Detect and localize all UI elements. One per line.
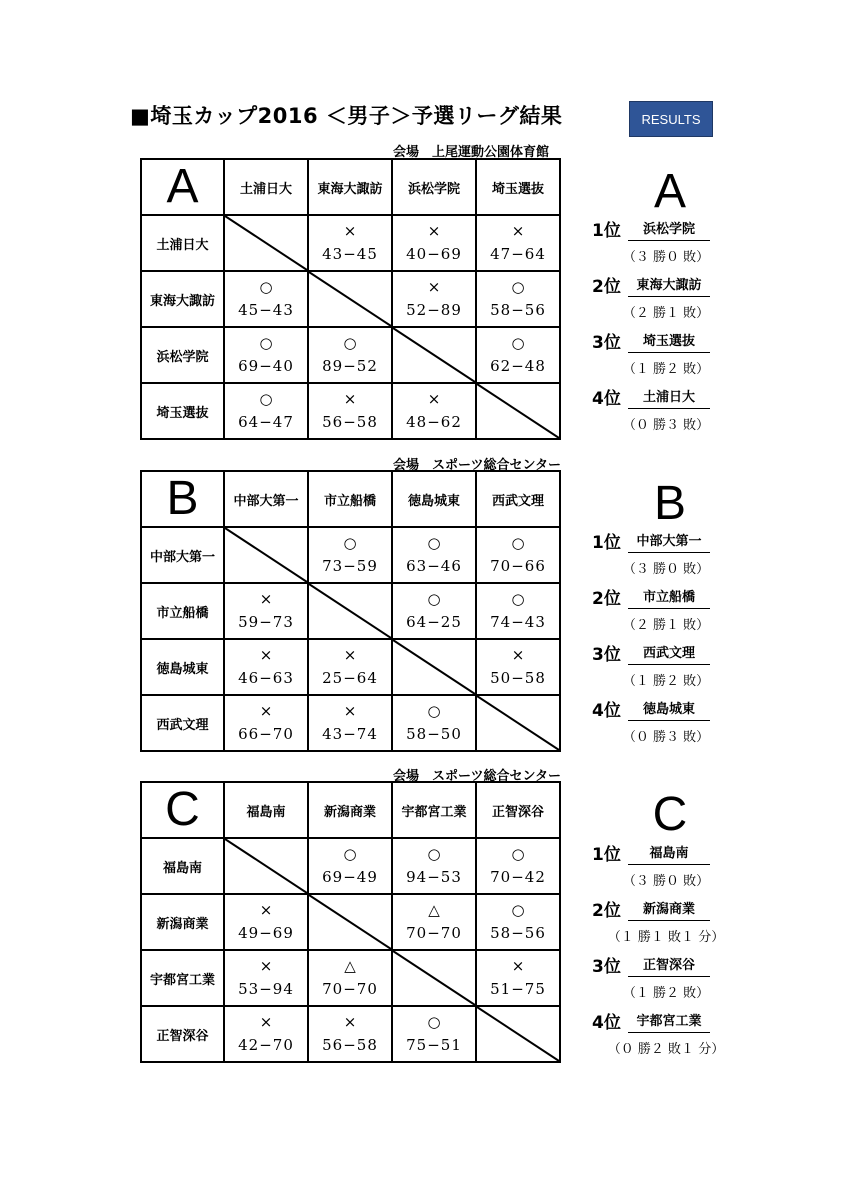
result-mark: × [511,222,525,240]
result-mark: ○ [259,390,273,408]
diagonal-line [309,584,391,638]
column-header-team: 浜松学院 [392,159,476,215]
result-mark: × [343,646,357,664]
row-header-team: 埼玉選抜 [141,383,224,439]
score-text: 64−25 [406,613,462,631]
score-text: 53−94 [238,980,294,998]
result-mark: × [343,390,357,408]
self-match-cell [308,271,392,327]
diagonal-line [309,272,391,326]
match-result-cell [476,639,560,695]
column-header-team: 東海大諏訪 [308,159,392,215]
standing-item [592,840,732,896]
score-text: 69−49 [322,868,378,886]
diagonal-line [477,696,559,750]
table-row [141,583,560,639]
header-row [141,159,560,215]
standing-record: （３ 勝０ 敗） [622,562,710,577]
result-mark: × [343,222,357,240]
standing-position: 1位 [592,221,621,241]
score-text: 70−70 [322,980,378,998]
self-match-cell [224,527,308,583]
standing-team: 埼玉選抜 [628,330,710,353]
match-result-cell [476,327,560,383]
self-match-cell [476,1006,560,1062]
diagonal-line [477,384,559,438]
score-text: 52−89 [406,301,462,319]
self-match-cell [224,215,308,271]
header-row [141,782,560,838]
header-row [141,471,560,527]
group-a-side-letter: A [653,165,686,218]
match-result-cell [308,1006,392,1062]
results-button[interactable]: RESULTS [629,101,713,137]
group-c-corner-letter: C [141,782,224,838]
score-text: 73−59 [322,557,378,575]
row-header-team: 西武文理 [141,695,224,751]
match-result-cell [476,583,560,639]
standing-team: 福島南 [628,842,710,865]
result-mark: ○ [511,590,525,608]
diagonal-line [225,839,307,893]
row-header-team: 浜松学院 [141,327,224,383]
column-header-team: 福島南 [224,782,308,838]
standing-record: （３ 勝０ 敗） [622,250,710,265]
match-result-cell [308,383,392,439]
result-mark: × [427,222,441,240]
score-text: 74−43 [490,613,546,631]
match-result-cell [224,327,308,383]
match-result-cell [392,583,476,639]
standing-position: 3位 [592,957,621,977]
self-match-cell [392,639,476,695]
match-result-cell [392,695,476,751]
standing-position: 2位 [592,589,621,609]
column-header-team: 正智深谷 [476,782,560,838]
result-mark: × [259,957,273,975]
score-text: 66−70 [238,725,294,743]
match-result-cell [392,838,476,894]
standing-item [592,952,732,1008]
standing-record: （３ 勝０ 敗） [622,874,710,889]
standing-team: 新潟商業 [628,898,710,921]
result-mark: △ [428,901,440,919]
diagonal-line [393,640,475,694]
match-result-cell [224,271,308,327]
score-text: 25−64 [322,669,378,687]
match-result-cell [308,950,392,1006]
row-header-team: 東海大諏訪 [141,271,224,327]
standing-position: 4位 [592,701,621,721]
result-mark: ○ [343,334,357,352]
match-result-cell [392,894,476,950]
result-mark: × [427,390,441,408]
standing-position: 1位 [592,533,621,553]
result-mark: × [259,1013,273,1031]
group-a-venue: 会場 上尾運動公園体育館 [393,145,550,160]
score-text: 40−69 [406,245,462,263]
result-mark: ○ [511,845,525,863]
standing-team: 正智深谷 [628,954,710,977]
standing-item [592,1008,732,1064]
table-row [141,383,560,439]
match-result-cell [476,838,560,894]
standing-record: （２ 勝１ 敗） [622,306,710,321]
row-header-team: 中部大第一 [141,527,224,583]
result-mark: ○ [511,278,525,296]
match-result-cell [224,950,308,1006]
group-c-venue: 会場 スポーツ総合センター [393,769,561,784]
match-result-cell [224,583,308,639]
score-text: 58−50 [406,725,462,743]
row-header-team: 徳島城東 [141,639,224,695]
match-result-cell [476,215,560,271]
table-row [141,527,560,583]
page-title: ■埼玉カップ2016 ＜男子＞予選リーグ結果 [130,104,563,128]
match-result-cell [224,894,308,950]
match-result-cell [308,527,392,583]
group-a-results-table [140,158,561,440]
score-text: 43−45 [322,245,378,263]
self-match-cell [476,695,560,751]
score-text: 58−56 [490,301,546,319]
score-text: 47−64 [490,245,546,263]
score-text: 70−70 [406,924,462,942]
self-match-cell [392,327,476,383]
self-match-cell [392,950,476,1006]
column-header-team: 新潟商業 [308,782,392,838]
result-mark: ○ [511,901,525,919]
table-row [141,950,560,1006]
result-mark: ○ [343,845,357,863]
result-mark: △ [344,957,356,975]
result-mark: × [259,646,273,664]
standing-item [592,896,732,952]
diagonal-line [393,951,475,1005]
standing-team: 市立船橋 [628,586,710,609]
diagonal-line [393,328,475,382]
result-mark: ○ [427,845,441,863]
score-text: 51−75 [490,980,546,998]
standing-record: （０ 勝２ 敗１ 分） [607,1042,725,1057]
match-result-cell [308,215,392,271]
standing-team: 浜松学院 [628,218,710,241]
match-result-cell [392,383,476,439]
group-b-results-table [140,470,561,752]
table-row [141,327,560,383]
standing-item [592,216,732,272]
score-text: 43−74 [322,725,378,743]
group-b-corner-letter: B [141,471,224,527]
column-header-team: 土浦日大 [224,159,308,215]
score-text: 69−40 [238,357,294,375]
standing-team: 土浦日大 [628,386,710,409]
standing-record: （２ 勝１ 敗） [622,618,710,633]
result-mark: ○ [427,590,441,608]
result-mark: ○ [427,702,441,720]
score-text: 48−62 [406,413,462,431]
score-text: 56−58 [322,1036,378,1054]
row-header-team: 正智深谷 [141,1006,224,1062]
match-result-cell [392,271,476,327]
result-mark: × [259,702,273,720]
score-text: 45−43 [238,301,294,319]
score-text: 70−42 [490,868,546,886]
group-a-corner-letter: A [141,159,224,215]
standing-team: 中部大第一 [628,530,710,553]
standing-item [592,328,732,384]
result-mark: ○ [259,334,273,352]
diagonal-line [309,895,391,949]
score-text: 62−48 [490,357,546,375]
standing-position: 1位 [592,845,621,865]
score-text: 70−66 [490,557,546,575]
result-mark: × [259,590,273,608]
diagonal-line [477,1007,559,1061]
score-text: 46−63 [238,669,294,687]
score-text: 58−56 [490,924,546,942]
match-result-cell [392,527,476,583]
result-mark: × [259,901,273,919]
standing-record: （１ 勝１ 敗１ 分） [607,930,725,945]
standing-item [592,584,732,640]
column-header-team: 埼玉選抜 [476,159,560,215]
row-header-team: 福島南 [141,838,224,894]
match-result-cell [308,639,392,695]
score-text: 56−58 [322,413,378,431]
self-match-cell [308,894,392,950]
match-result-cell [224,383,308,439]
match-result-cell [476,271,560,327]
result-mark: ○ [511,534,525,552]
standing-record: （１ 勝２ 敗） [622,362,710,377]
score-text: 49−69 [238,924,294,942]
standing-record: （１ 勝２ 敗） [622,674,710,689]
score-text: 89−52 [322,357,378,375]
column-header-team: 市立船橋 [308,471,392,527]
standing-item [592,528,732,584]
column-header-team: 西武文理 [476,471,560,527]
row-header-team: 宇都宮工業 [141,950,224,1006]
standing-team: 徳島城東 [628,698,710,721]
table-row [141,215,560,271]
self-match-cell [308,583,392,639]
standing-team: 西武文理 [628,642,710,665]
match-result-cell [476,950,560,1006]
standing-record: （０ 勝３ 敗） [622,730,710,745]
score-text: 50−58 [490,669,546,687]
table-row [141,271,560,327]
result-mark: ○ [427,1013,441,1031]
result-mark: × [511,646,525,664]
match-result-cell [224,1006,308,1062]
standing-record: （０ 勝３ 敗） [622,418,710,433]
match-result-cell [308,695,392,751]
self-match-cell [224,838,308,894]
standing-position: 2位 [592,901,621,921]
column-header-team: 宇都宮工業 [392,782,476,838]
standing-position: 3位 [592,645,621,665]
result-mark: × [427,278,441,296]
match-result-cell [224,695,308,751]
match-result-cell [476,527,560,583]
group-b-venue: 会場 スポーツ総合センター [393,458,561,473]
result-mark: × [343,1013,357,1031]
column-header-team: 徳島城東 [392,471,476,527]
table-row [141,695,560,751]
result-mark: ○ [427,534,441,552]
group-b-side-letter: B [653,477,686,530]
standing-item [592,696,732,752]
score-text: 64−47 [238,413,294,431]
result-mark: × [343,702,357,720]
diagonal-line [225,216,307,270]
score-text: 42−70 [238,1036,294,1054]
score-text: 63−46 [406,557,462,575]
match-result-cell [224,639,308,695]
score-text: 59−73 [238,613,294,631]
match-result-cell [308,327,392,383]
column-header-team: 中部大第一 [224,471,308,527]
standing-position: 4位 [592,389,621,409]
result-mark: ○ [511,334,525,352]
score-text: 94−53 [406,868,462,886]
row-header-team: 新潟商業 [141,894,224,950]
group-c-results-table [140,781,561,1063]
match-result-cell [392,1006,476,1062]
result-mark: ○ [343,534,357,552]
result-mark: × [511,957,525,975]
result-mark: ○ [259,278,273,296]
standing-item [592,384,732,440]
standing-team: 東海大諏訪 [628,274,710,297]
group-c-side-letter: C [652,788,688,841]
table-row [141,894,560,950]
standing-team: 宇都宮工業 [628,1010,710,1033]
table-row [141,639,560,695]
standing-item [592,640,732,696]
standing-position: 3位 [592,333,621,353]
standing-record: （１ 勝２ 敗） [622,986,710,1001]
match-result-cell [308,838,392,894]
score-text: 75−51 [406,1036,462,1054]
match-result-cell [476,894,560,950]
row-header-team: 市立船橋 [141,583,224,639]
standing-item [592,272,732,328]
diagonal-line [225,528,307,582]
table-row [141,838,560,894]
standing-position: 4位 [592,1013,621,1033]
table-row [141,1006,560,1062]
standing-position: 2位 [592,277,621,297]
row-header-team: 土浦日大 [141,215,224,271]
match-result-cell [392,215,476,271]
self-match-cell [476,383,560,439]
